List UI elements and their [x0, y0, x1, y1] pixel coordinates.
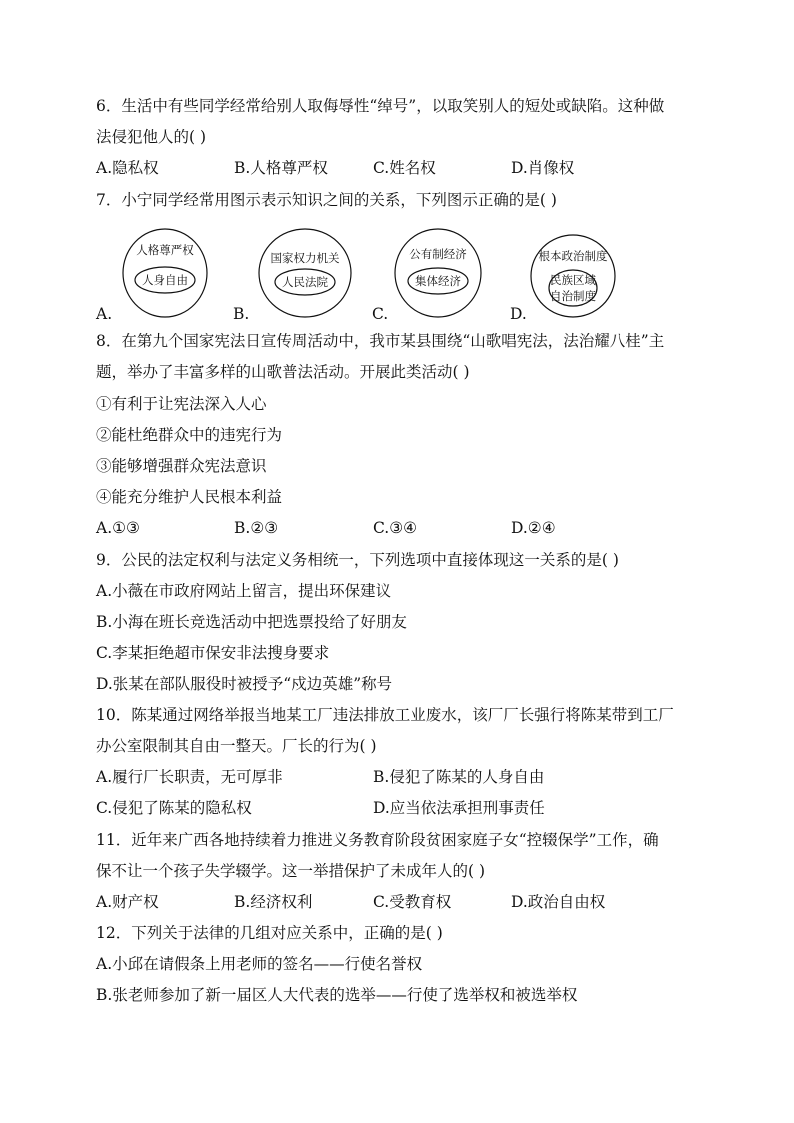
q11-stem-line1: 11．近年来广西各地持续着力推进义务教育阶段贫困家庭子女“控辍保学”工作，确	[96, 831, 659, 849]
q11-option-a: A.财产权	[96, 893, 159, 911]
q8-item-4: ④能充分维护人民根本利益	[96, 488, 283, 506]
q8-option-c: C.③④	[373, 519, 418, 537]
q10-stem-line1: 10．陈某通过网络举报当地某工厂违法排放工业废水，该厂厂长强行将陈某带到工厂	[96, 706, 674, 724]
q9-stem: 9．公民的法定权利与法定义务相统一，下列选项中直接体现这一关系的是( )	[96, 551, 619, 569]
q7-diagram-b-inner: 人民法院	[282, 275, 328, 289]
q8-stem-line1: 8．在第九个国家宪法日宣传周活动中，我市某县围绕“山歌唱宪法，法治耀八桂”主	[96, 332, 665, 350]
q7-diagram-c-label: C.	[372, 305, 389, 323]
q12-option-b: B.张老师参加了新一届区人大代表的选举——行使了选举权和被选举权	[96, 986, 578, 1004]
q7-diagram-b-outer: 国家权力机关	[270, 251, 340, 265]
q11-option-d: D.政治自由权	[511, 893, 606, 911]
q8-item-1: ①有利于让宪法深入人心	[96, 395, 267, 413]
q11-option-c: C.受教育权	[373, 893, 452, 911]
q10-option-d: D.应当依法承担刑事责任	[373, 799, 545, 817]
q6-stem-line1: 6．生活中有些同学经常给别人取侮辱性“绰号”，以取笑别人的短处或缺陷。这种做	[96, 97, 665, 115]
q12-option-a: A.小邱在请假条上用老师的签名——行使名誉权	[96, 955, 423, 973]
q7-diagram-a	[120, 226, 210, 321]
q7-diagram-d-label: D.	[510, 305, 527, 323]
q10-option-a: A.履行厂长职责，无可厚非	[96, 768, 283, 786]
q7-diagram-d-outer: 根本政治制度	[538, 249, 608, 263]
q6-option-a: A.隐私权	[96, 159, 159, 177]
q8-item-3: ③能够增强群众宪法意识	[96, 457, 267, 475]
q7-diagram-c-inner: 集体经济	[415, 274, 461, 288]
q6-option-b: B.人格尊严权	[234, 159, 328, 177]
q6-stem-line2: 法侵犯他人的( )	[96, 128, 207, 146]
q7-diagram-a-outer: 人格尊严权	[136, 243, 194, 257]
q11-option-b: B.经济权利	[234, 893, 313, 911]
q8-option-d: D.②④	[511, 519, 556, 537]
q7-diagram-d	[528, 226, 618, 321]
q6-option-c: C.姓名权	[373, 159, 436, 177]
q11-stem-line2: 保不让一个孩子失学辍学。这一举措保护了未成年人的( )	[96, 862, 486, 880]
q7-diagram-b-label: B.	[233, 305, 250, 323]
q8-item-2: ②能杜绝群众中的违宪行为	[96, 426, 283, 444]
q8-option-b: B.②③	[234, 519, 279, 537]
q8-stem-line2: 题，举办了丰富多样的山歌普法活动。开展此类活动( )	[96, 363, 470, 381]
q7-diagram-c-outer: 公有制经济	[409, 247, 467, 261]
q10-option-c: C.侵犯了陈某的隐私权	[96, 799, 252, 817]
q6-option-d: D.肖像权	[511, 159, 575, 177]
q7-diagram-d-inner-line1: 民族区域	[550, 273, 596, 287]
q9-option-d: D.张某在部队服役时被授予“戍边英雄”称号	[96, 675, 393, 693]
q9-option-c: C.李某拒绝超市保安非法搜身要求	[96, 644, 330, 662]
q12-stem: 12．下列关于法律的几组对应关系中，正确的是( )	[96, 924, 443, 942]
q8-option-a: A.①③	[96, 519, 140, 537]
q7-diagram-b	[256, 226, 354, 321]
q9-option-b: B.小海在班长竞选活动中把选票投给了好朋友	[96, 613, 407, 631]
q10-option-b: B.侵犯了陈某的人身自由	[373, 768, 545, 786]
q7-diagram-a-inner: 人身自由	[142, 273, 188, 287]
q7-diagrams	[96, 226, 616, 322]
q7-stem: 7．小宁同学经常用图示表示知识之间的关系，下列图示正确的是( )	[96, 191, 557, 209]
q7-diagram-a-label: A.	[96, 305, 113, 323]
q7-diagram-c	[392, 226, 484, 321]
q10-stem-line2: 办公室限制其自由一整天。厂长的行为( )	[96, 737, 377, 755]
q7-diagram-d-inner-line2: 自治制度	[550, 289, 596, 303]
q9-option-a: A.小薇在市政府网站上留言，提出环保建议	[96, 582, 392, 600]
